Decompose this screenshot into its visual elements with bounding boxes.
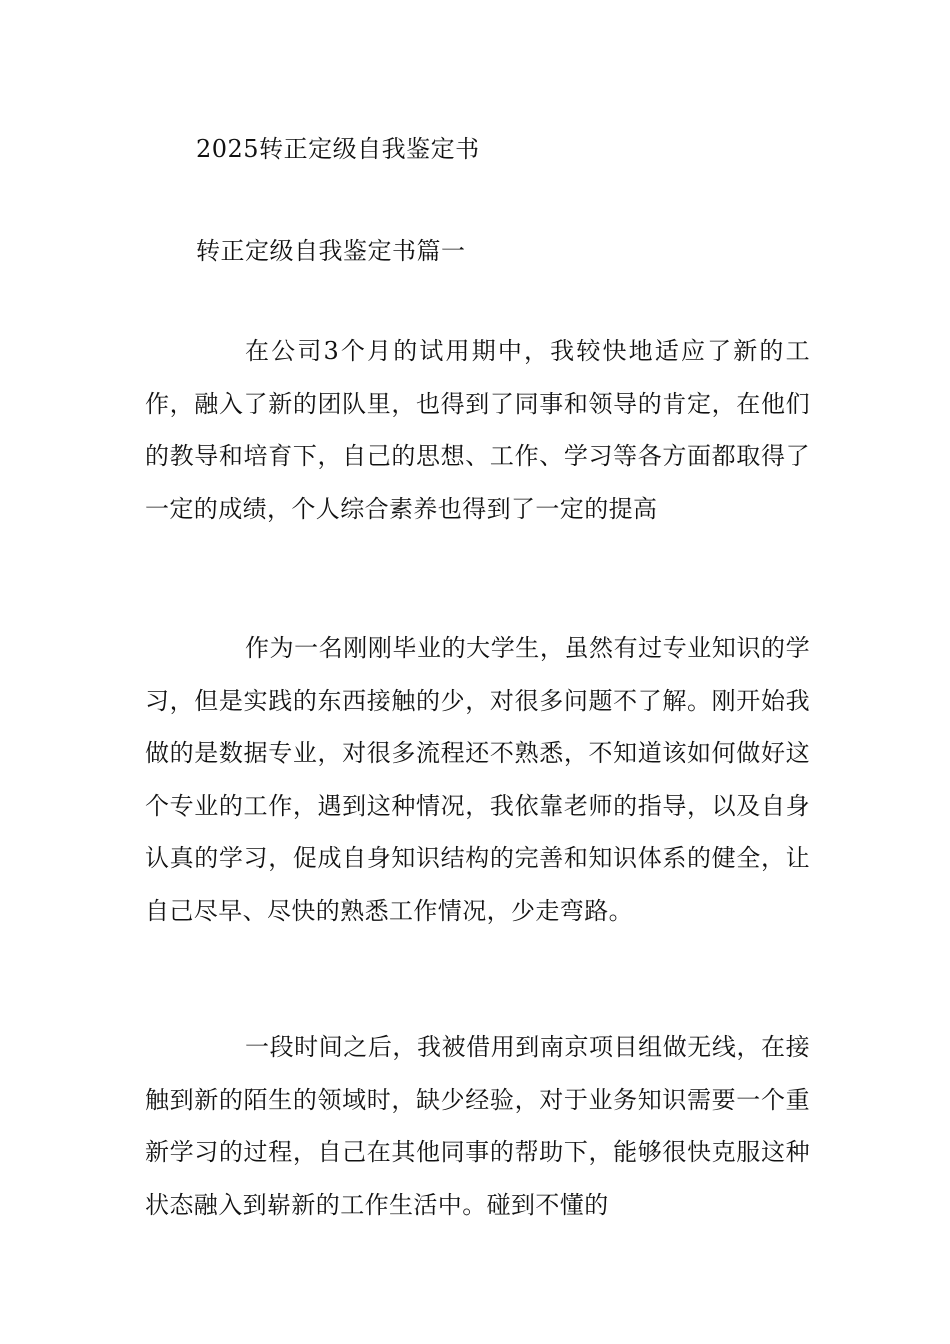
paragraph-3: 一段时间之后，我被借用到南京项目组做无线，在接触到新的陌生的领域时，缺少经验，对于业务知识需要一个重新学习的过程，自己在其他同事的帮助下，能够很快克服这种状态融入到崭新的工作生活中。碰到不懂的 xyxy=(145,1033,810,1219)
document-title: 2025转正定级自我鉴定书 xyxy=(196,135,480,163)
paragraph-1: 在公司3个月的试用期中，我较快地适应了新的工作，融入了新的团队里，也得到了同事和领导的肯定，在他们的教导和培育下，自己的思想、工作、学习等各方面都取得了一定的成绩，个人综合素养也得到了一定的提高 xyxy=(145,337,810,523)
section-title: 转正定级自我鉴定书篇一 xyxy=(196,237,466,265)
paragraph-2: 作为一名刚刚毕业的大学生，虽然有过专业知识的学习，但是实践的东西接触的少，对很多问题不了解。刚开始我做的是数据专业，对很多流程还不熟悉，不知道该如何做好这个专业的工作，遇到这种情况，我依靠老师的指导，以及自身认真的学习，促成自身知识结构的完善和知识体系的健全，让自己尽早、尽快的熟悉工作情况，少走弯路。 xyxy=(145,634,810,925)
